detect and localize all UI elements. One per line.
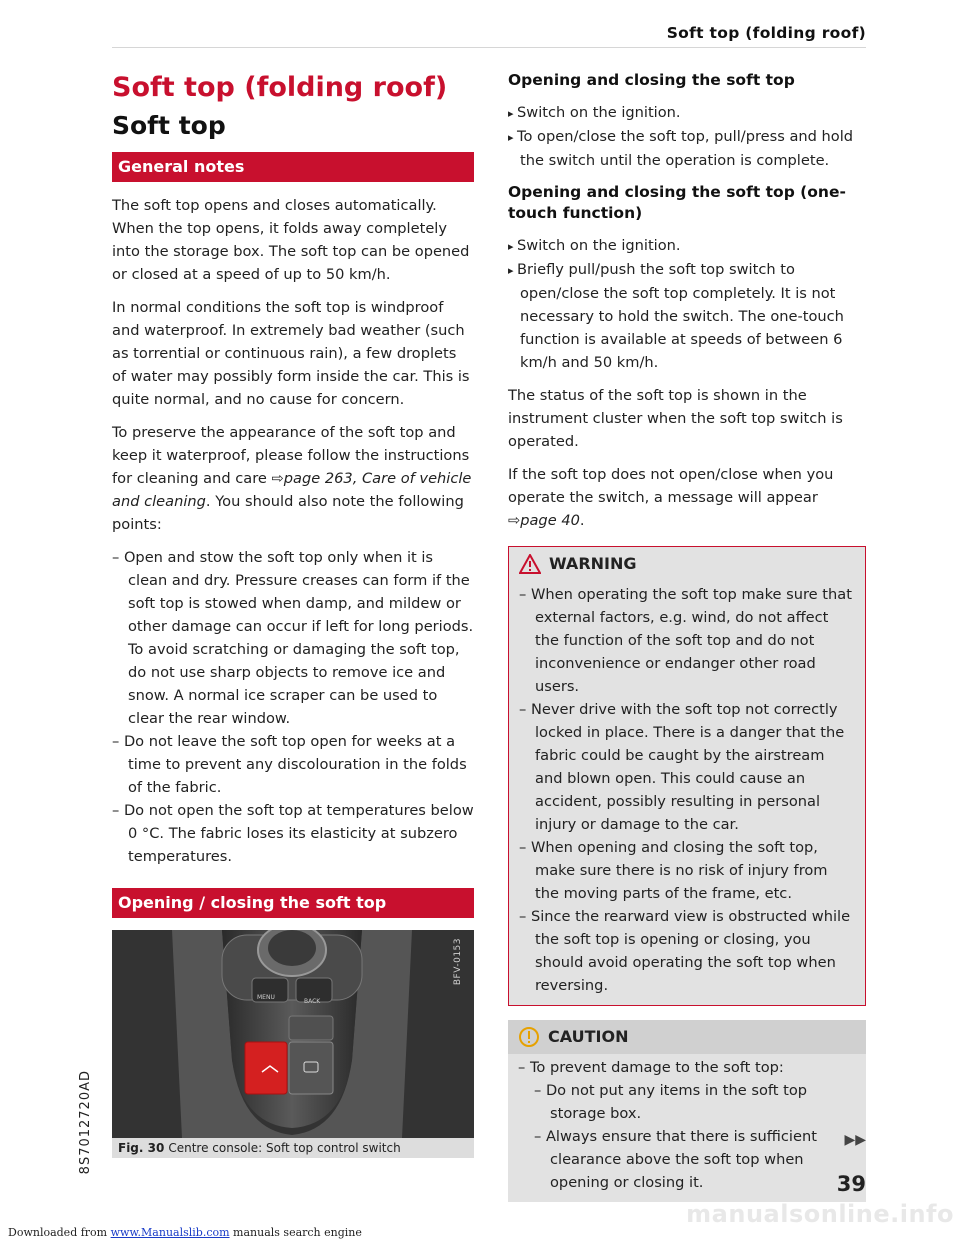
document-code: 8S7012720AD xyxy=(78,1070,93,1175)
paragraph: The status of the soft top is shown in the instrument cluster when the soft top switch is operated. xyxy=(508,387,843,450)
paragraph: In normal conditions the soft top is windproof and waterproof. In extremely bad weather (such as torrential or continuous rain), a few droplets of water may possibly form inside the car. This is quite normal, and no cause for concern. xyxy=(112,299,470,408)
step-item: ▸ Switch on the ignition. xyxy=(508,101,866,125)
back-button-label: BACK xyxy=(304,998,321,1005)
warning-box xyxy=(508,546,866,1006)
right-column xyxy=(508,70,866,1212)
figure-caption-text: Centre console: Soft top control switch xyxy=(168,1141,401,1155)
figure-code: BFV-0153 xyxy=(453,938,463,986)
centre-console-illustration xyxy=(112,930,474,1138)
paragraph-text: To preserve the appearance of the soft top and keep it waterproof, please follow the instructions for cleaning and care xyxy=(112,424,470,487)
page-number: 39 xyxy=(836,1172,866,1196)
warning-triangle-icon xyxy=(519,554,541,574)
warning-title: WARNING xyxy=(549,554,637,573)
list-item: – When opening and closing the soft top, make sure there is no risk of injury from the moving parts of the frame, etc. xyxy=(519,836,855,905)
caution-circle-icon xyxy=(518,1026,540,1048)
general-notes-heading: General notes xyxy=(112,152,474,182)
paragraph-text: . You should also note the following points: xyxy=(112,493,464,533)
download-footer xyxy=(8,1226,362,1239)
paragraph xyxy=(112,421,474,536)
caution-sublist xyxy=(518,1079,856,1194)
paragraph-text: . xyxy=(579,512,585,529)
steps-list xyxy=(508,101,866,172)
caution-header xyxy=(508,1020,866,1054)
paragraph xyxy=(508,463,866,532)
step-item: ▸ Briefly pull/push the soft top switch to open/close the soft top completely. It is not necessary to hold the switch. The one-touch function is available at speeds of between 6 km/h and 50 km/h. xyxy=(508,258,866,374)
centre-console-figure xyxy=(112,930,474,1138)
list-item: – To prevent damage to the soft top: xyxy=(518,1056,856,1079)
list-item: – Do not put any items in the soft top storage box. xyxy=(534,1079,856,1125)
list-item: – Do not leave the soft top open for weeks at a time to prevent any discolouration in the folds of the fabric. xyxy=(112,730,474,799)
notes-list xyxy=(112,546,474,868)
subheading-one-touch: Opening and closing the soft top (one-touch function) xyxy=(508,183,846,222)
paragraph-text: If the soft top does not open/close when you operate the switch, a message will appear xyxy=(508,466,834,506)
warning-list xyxy=(519,583,855,997)
figure-number: Fig. 30 xyxy=(118,1141,165,1155)
step-item: ▸ To open/close the soft top, pull/press and hold the switch until the operation is complete. xyxy=(508,125,866,172)
menu-button-label: MENU xyxy=(257,994,275,1001)
caution-body xyxy=(508,1054,866,1202)
page-reference-link[interactable]: ⇨page 263, Care of vehicle and cleaning xyxy=(112,470,472,510)
list-item: – Never drive with the soft top not correctly locked in place. There is a danger that the fabric could be caught by the airstream and blown open. This could cause an accident, possibly resulting in personal injury or damage to the car. xyxy=(519,698,855,836)
footer-prefix: Downloaded from xyxy=(8,1226,111,1239)
left-column xyxy=(112,70,474,1158)
running-title: Soft top (folding roof) xyxy=(666,24,866,42)
continue-arrow-icon: ▶▶ xyxy=(844,1132,866,1148)
warning-body xyxy=(509,581,865,1005)
section-title: Soft top xyxy=(112,111,226,140)
step-item: ▸ Switch on the ignition. xyxy=(508,234,866,258)
warning-header xyxy=(509,547,865,581)
chapter-title: Soft top (folding roof) xyxy=(112,72,448,103)
caution-title: CAUTION xyxy=(548,1027,629,1046)
list-item: – Open and stow the soft top only when it is clean and dry. Pressure creases can form if the soft top is stowed when damp, and mildew or other damage can occur if left for long periods. To avoid scratching or damaging the soft top, do not use sharp objects to remove ice and snow. A normal ice scraper can be used to clear the rear window. xyxy=(112,546,474,730)
paragraph: The soft top opens and closes automatically. When the top opens, it folds away completely into the storage box. The soft top can be opened or closed at a speed of up to 50 km/h. xyxy=(112,197,470,283)
figure-caption xyxy=(112,1138,474,1158)
subheading-opening-closing: Opening and closing the soft top xyxy=(508,71,795,89)
steps-list-one-touch xyxy=(508,234,866,374)
opening-closing-heading: Opening / closing the soft top xyxy=(112,888,474,918)
caution-list xyxy=(518,1056,856,1079)
header-rule xyxy=(112,47,866,48)
footer-suffix: manuals search engine xyxy=(229,1226,362,1239)
caution-box xyxy=(508,1020,866,1202)
watermark: manualsonline.info xyxy=(686,1200,954,1228)
page-reference-link[interactable]: ⇨page 40 xyxy=(508,512,580,529)
list-item: – Always ensure that there is sufficient clearance above the soft top when opening or closing it. xyxy=(534,1125,856,1194)
list-item: – When operating the soft top make sure that external factors, e.g. wind, do not affect the function of the soft top and do not inconvenience or endanger other road users. xyxy=(519,583,855,698)
list-item: – Do not open the soft top at temperatures below 0 °C. The fabric loses its elasticity at subzero temperatures. xyxy=(112,799,474,868)
manualslib-link[interactable]: www.Manualslib.com xyxy=(110,1226,230,1239)
list-item: – Since the rearward view is obstructed while the soft top is opening or closing, you should avoid operating the soft top when reversing. xyxy=(519,905,855,997)
